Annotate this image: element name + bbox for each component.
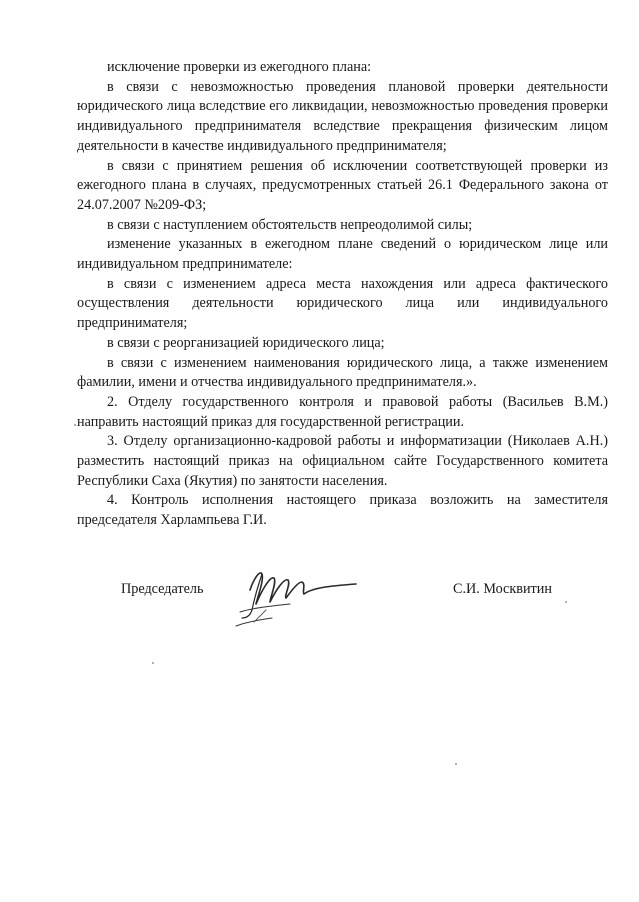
paragraph-plan-changes-intro: изменение указанных в ежегодном плане сведений о юридическом лице или индивидуальном предпринимателе: bbox=[77, 236, 608, 273]
paragraph-name-change: в связи с изменением наименования юридического лица, а также изменением фамилии, имени и отчества индивидуального предпринимателя.». bbox=[77, 354, 608, 391]
paragraph-item-3: 3. Отделу организационно-кадровой работы и информатизации (Николаев А.Н.) разместить настоящий приказ на официальном сайте Государственного комитета Республики Саха (Якутия) по занятости населения. bbox=[77, 433, 608, 489]
scan-speck bbox=[455, 763, 457, 765]
scan-speck bbox=[565, 601, 567, 603]
signatory-name: С.И. Москвитин bbox=[453, 581, 552, 597]
paragraph-reorganization: в связи с реорганизацией юридического лица; bbox=[107, 334, 385, 351]
scan-speck bbox=[74, 424, 76, 426]
paragraph-force-majeure: в связи с наступлением обстоятельств непреодолимой силы; bbox=[107, 216, 473, 233]
paragraph-liquidation: в связи с невозможностью проведения плановой проверки деятельности юридического лица вследствие его ликвидации, невозможностью проведения проверки индивидуального предпринимателя вследствие прекращения физическим лицом деятельности в качестве индивидуального предпринимателя; bbox=[77, 78, 608, 154]
document-body bbox=[77, 58, 608, 531]
paragraph-address-change: в связи с изменением адреса места нахождения или адреса фактического осуществления деятельности юридического лица или индивидуального предпринимателя; bbox=[77, 275, 608, 332]
scan-speck bbox=[152, 662, 154, 664]
signature-block bbox=[0, 560, 639, 640]
paragraph-item-4: 4. Контроль исполнения настоящего приказа возложить на заместителя председателя Харлампьева Г.И. bbox=[77, 492, 608, 529]
paragraph-article-26-1: в связи с принятием решения об исключении соответствующей проверки из ежегодного плана в случаях, предусмотренных статьей 26.1 Федерального закона от 24.07.2007 №209-ФЗ; bbox=[77, 157, 608, 213]
paragraph-exclusion-intro: исключение проверки из ежегодного плана: bbox=[107, 59, 372, 75]
paragraph-item-2: 2. Отделу государственного контроля и правовой работы (Васильев В.М.) направить настоящий приказ для государственной регистрации. bbox=[77, 393, 608, 430]
handwritten-signature bbox=[232, 560, 362, 632]
signatory-title: Председатель bbox=[121, 581, 204, 597]
